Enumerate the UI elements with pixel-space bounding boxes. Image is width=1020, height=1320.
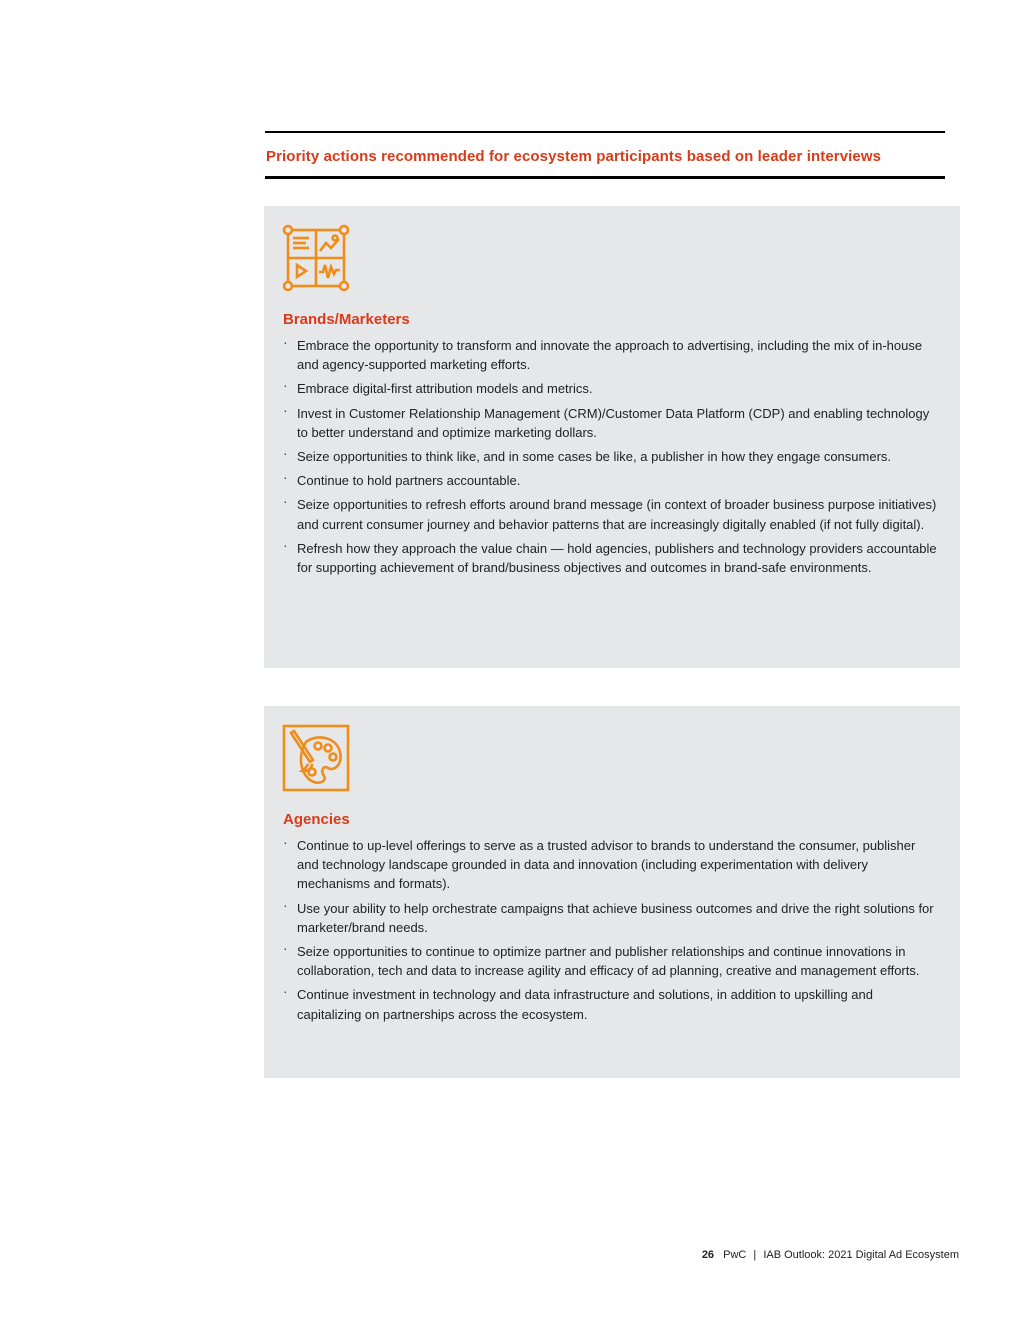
agencies-title: Agencies [283, 811, 350, 828]
list-item: · Continue to up-level offerings to serve as a trusted advisor to brands to understand the consumer, publisher and technology landscape grounded in data and innovation (including experimentation with delivery mechanisms and formats). [283, 836, 938, 894]
list-item: · Continue investment in technology and data infrastructure and solutions, in addition to upskilling and capitalizing on partnerships across the ecosystem. [283, 985, 938, 1023]
list-item: · Invest in Customer Relationship Management (CRM)/Customer Data Platform (CDP) and enabling technology to better understand and optimize marketing dollars. [283, 404, 938, 442]
page-title: Priority actions recommended for ecosystem participants based on leader interviews [266, 148, 882, 165]
brands-marketers-list [283, 336, 938, 582]
footer-brand: PwC [723, 1249, 747, 1261]
list-item: · Seize opportunities to continue to optimize partner and publisher relationships and continue innovations in collaboration, tech and data to increase agility and efficacy of ad planning, creative and management efforts. [283, 942, 938, 980]
list-item: · Embrace digital-first attribution models and metrics. [283, 379, 938, 398]
footer-separator: | [753, 1249, 757, 1261]
list-item: · Embrace the opportunity to transform and innovate the approach to advertising, including the mix of in-house and agency-supported marketing efforts. [283, 336, 938, 374]
list-item: · Use your ability to help orchestrate campaigns that achieve business outcomes and drive the right solutions for marketer/brand needs. [283, 899, 938, 937]
page-number: 26 [701, 1249, 715, 1261]
brands-marketers-title: Brands/Marketers [283, 311, 410, 328]
section-heading [265, 131, 945, 179]
agencies-list [283, 836, 938, 1029]
brands-marketers-card [264, 206, 960, 668]
paint-palette-icon [282, 724, 350, 792]
agencies-card [264, 706, 960, 1078]
page-footer [702, 1249, 959, 1261]
list-item: · Seize opportunities to refresh efforts around brand message (in context of broader business purpose initiatives) and current consumer journey and behavior patterns that are increasingly digitally enabled (if not fully digital). [283, 495, 938, 533]
list-item: · Refresh how they approach the value chain — hold agencies, publishers and technology providers accountable for supporting achievement of brand/business objectives and outcomes in brand-safe environments. [283, 539, 938, 577]
footer-publication: IAB Outlook: 2021 Digital Ad Ecosystem [763, 1249, 959, 1261]
list-item: · Seize opportunities to think like, and in some cases be like, a publisher in how they engage consumers. [283, 447, 938, 466]
list-item: · Continue to hold partners accountable. [283, 471, 938, 490]
dashboard-analytics-icon [282, 224, 350, 292]
